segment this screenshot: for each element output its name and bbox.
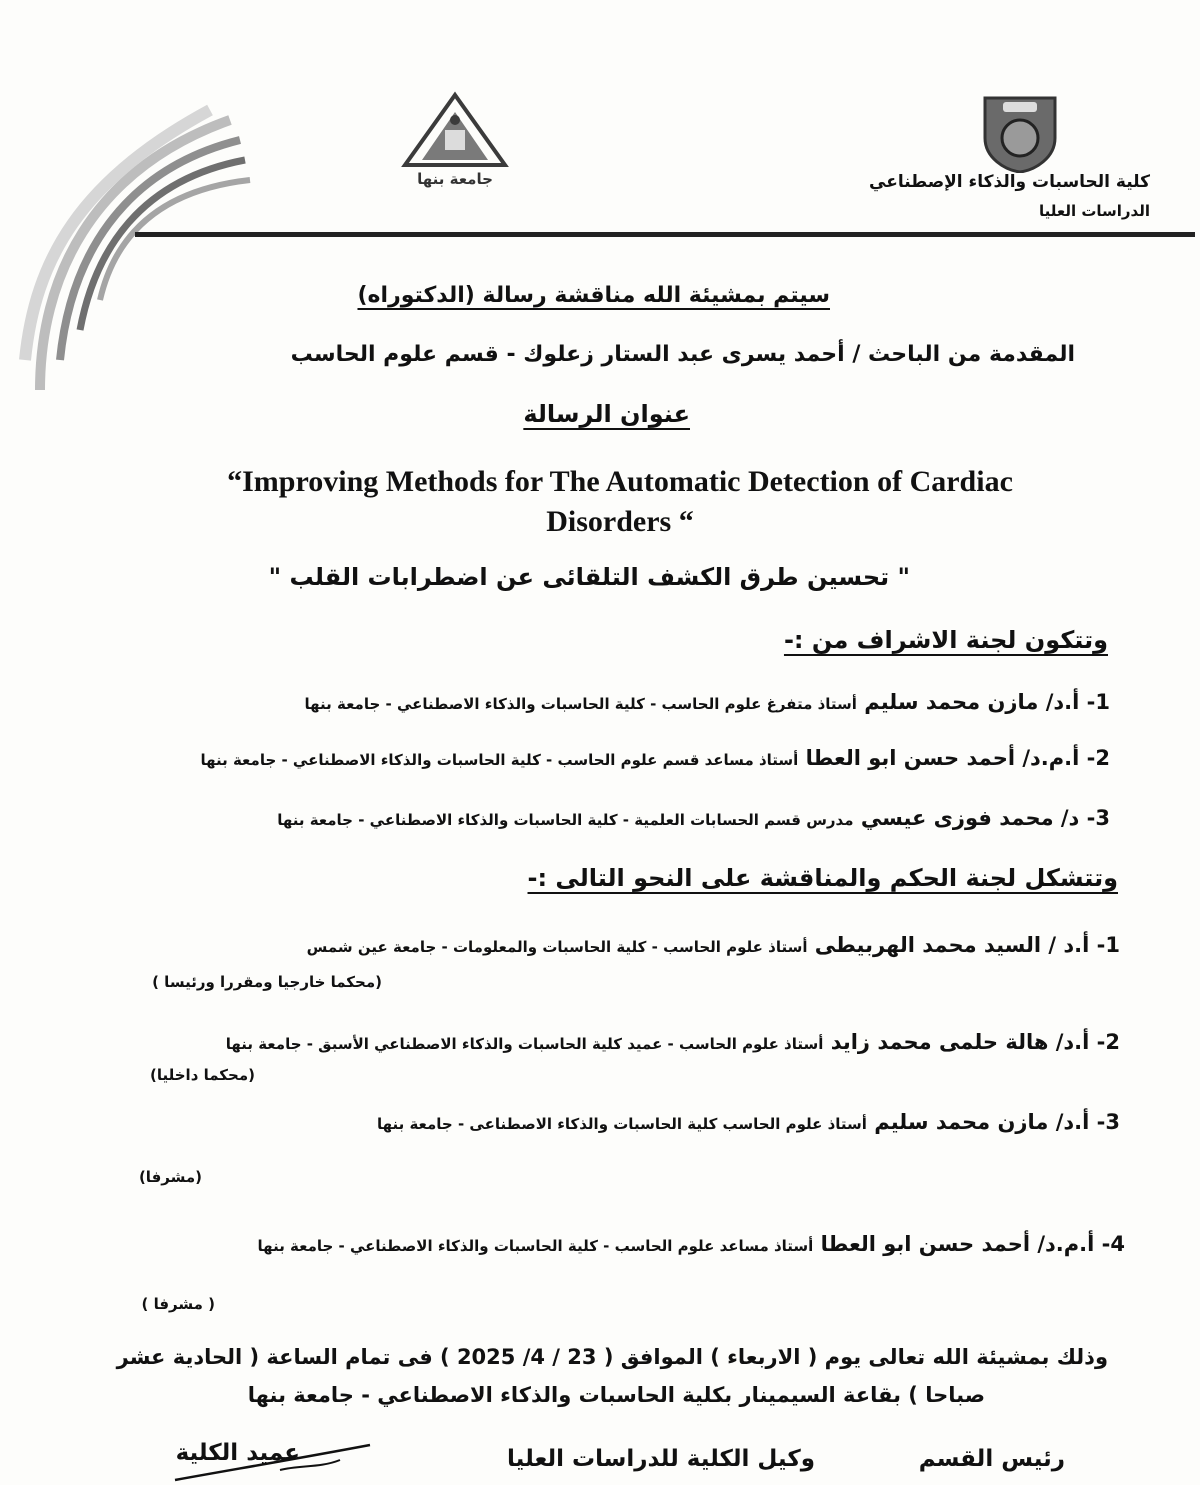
- examiner-3-role: (مشرفا): [138, 1168, 202, 1186]
- member-title: أستاذ متفرغ علوم الحاسب - كلية الحاسبات والذكاء الاصطناعي - جامعة بنها: [304, 695, 857, 713]
- thesis-label: عنوان الرسالة: [523, 400, 690, 428]
- member-title: أستاذ علوم الحاسب كلية الحاسبات والذكاء الاصطناعى - جامعة بنها: [376, 1115, 867, 1133]
- signature-vice-dean: وكيل الكلية للدراسات العليا: [507, 1446, 815, 1472]
- member-number: 3-: [1086, 806, 1110, 830]
- university-logo-icon: [400, 90, 510, 170]
- member-name: د/ محمد فوزى عيسي: [860, 806, 1080, 830]
- member-title: أستاذ مساعد علوم الحاسب - كلية الحاسبات والذكاء الاصطناعي - جامعة بنها: [257, 1237, 814, 1255]
- schedule-line-1: وذلك بمشيئة الله تعالى يوم ( الاربعاء ) الموافق ( 23 / 4/ 2025 ) فى تمام الساعة ( الحادية عشر: [116, 1345, 1108, 1369]
- member-number: 4-: [1101, 1232, 1125, 1256]
- member-number: 1-: [1096, 933, 1120, 957]
- member-title: أستاذ مساعد قسم علوم الحاسب - كلية الحاسبات والذكاء الاصطناعي - جامعة بنها: [200, 751, 799, 769]
- thesis-title-line2: Disorders “: [546, 505, 694, 538]
- thesis-title-english: [100, 462, 1140, 542]
- member-name: أ.م.د/ أحمد حسن ابو العطا: [820, 1232, 1095, 1256]
- presenter: المقدمة من الباحث / أحمد يسرى عبد الستار زعلوك - قسم علوم الحاسب: [290, 342, 1075, 367]
- examiner-3: [377, 1110, 1120, 1134]
- examiner-2-role: (محكما داخليا): [150, 1066, 255, 1084]
- supervision-heading: وتتكون لجنة الاشراف من :-: [783, 626, 1108, 654]
- member-title: أستاذ علوم الحاسب - كلية الحاسبات والمعلومات - جامعة عين شمس: [306, 938, 808, 956]
- member-number: 2-: [1096, 1030, 1120, 1054]
- examiner-1: [307, 933, 1120, 957]
- decorative-swoosh: [0, 60, 260, 390]
- member-name: أ.د / السيد محمد الهربيطى: [814, 933, 1090, 957]
- supervisor-2: [200, 746, 1110, 770]
- university-name: جامعة بنها: [417, 170, 493, 188]
- examination-heading: وتتشكل لجنة الحكم والمناقشة على النحو التالى :-: [527, 864, 1118, 892]
- thesis-title-line1: “Improving Methods for The Automatic Detection of Cardiac: [227, 465, 1013, 498]
- member-number: 3-: [1096, 1110, 1120, 1134]
- handwritten-signature: [170, 1440, 390, 1485]
- member-number: 1-: [1086, 690, 1110, 714]
- header-divider: [135, 232, 1195, 237]
- member-name: أ.م.د/ أحمد حسن ابو العطا: [805, 746, 1080, 770]
- schedule-line-2: صباحا ) بقاعة السيمينار بكلية الحاسبات والذكاء الاصطناعي - جامعة بنها: [247, 1383, 985, 1407]
- member-number: 2-: [1086, 746, 1110, 770]
- member-title: أستاذ علوم الحاسب - عميد كلية الحاسبات والذكاء الاصطناعي الأسبق - جامعة بنها: [225, 1035, 824, 1053]
- signature-dean: عميد الكلية: [175, 1440, 300, 1466]
- department-name: الدراسات العليا: [1038, 202, 1150, 220]
- member-name: أ.د/ هالة حلمى محمد زايد: [830, 1030, 1090, 1054]
- examiner-4: [258, 1232, 1125, 1256]
- supervisor-3: [277, 806, 1110, 830]
- examiner-1-role: (محكما خارجيا ومقررا ورئيسا ): [152, 973, 382, 991]
- faculty-name: كلية الحاسبات والذكاء الإصطناعي: [869, 172, 1150, 192]
- thesis-title-arabic: " تحسين طرق الكشف التلقائى عن اضطرابات القلب ": [268, 563, 910, 591]
- examiner-2: [226, 1030, 1120, 1054]
- supervisor-1: [304, 690, 1110, 714]
- announcement: سيتم بمشيئة الله مناقشة رسالة (الدكتوراه): [357, 283, 830, 308]
- member-name: أ.د/ مازن محمد سليم: [864, 690, 1080, 714]
- signature-head-of-department: رئيس القسم: [918, 1446, 1065, 1472]
- member-title: مدرس قسم الحسابات العلمية - كلية الحاسبات والذكاء الاصطناعي - جامعة بنها: [277, 811, 854, 829]
- faculty-logo-icon: [975, 88, 1065, 173]
- member-name: أ.د/ مازن محمد سليم: [874, 1110, 1090, 1134]
- examiner-4-role: ( مشرفا ): [141, 1295, 215, 1313]
